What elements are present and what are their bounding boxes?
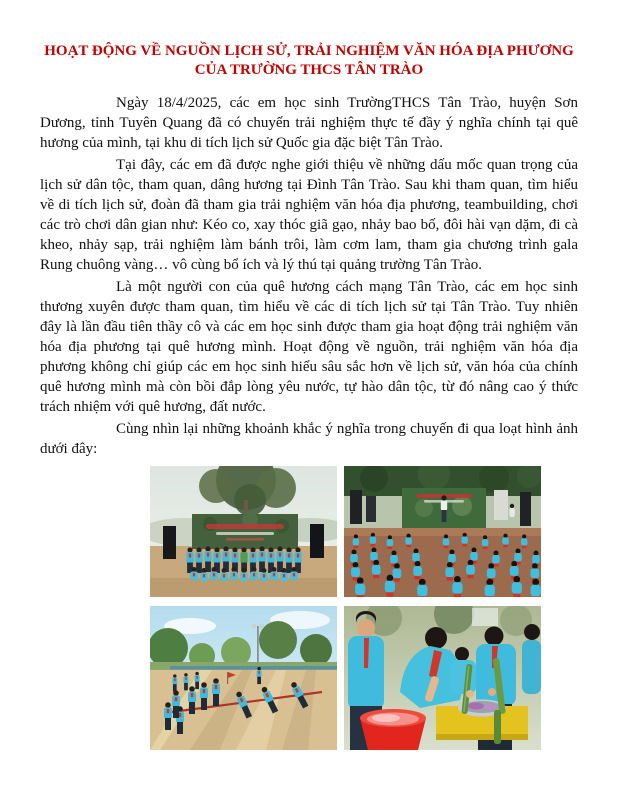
paragraph-photos-lead: Cùng nhìn lại những khoảnh khắc ý nghĩa trong chuyến đi qua loạt hình ảnh dưới đây:	[40, 421, 578, 457]
photo-grid	[150, 466, 541, 750]
photo-group-stage	[150, 466, 337, 597]
paragraph-intro: Ngày 18/4/2025, các em học sinh TrườngTHCS Tân Trào, huyện Sơn Dương, tỉnh Tuyên Quang đã có chuyến trải nghiệm thực tế đầy ý nghĩa chính tại quê hương của mình, tại khu di tích lịch sử Quốc gia đặc biệt Tân Trào.	[40, 95, 578, 151]
photo-group-stage-graphic	[150, 466, 337, 597]
photo-tug-of-war	[150, 606, 337, 750]
article-body	[40, 93, 578, 459]
photo-audience-stage-graphic	[344, 466, 541, 597]
article-title: HOẠT ĐỘNG VỀ NGUỒN LỊCH SỬ, TRẢI NGHIỆM VĂN HÓA ĐỊA PHƯƠNG CỦA TRƯỜNG THCS TÂN TRÀO	[44, 43, 574, 78]
paragraph-meaning: Là một người con của quê hương cách mạng Tân Trào, các em học sinh thương xuyên được tham quan, tìm hiểu về các di tích lịch sử tại Tân Trào. Tuy nhiên đây là lần đầu tiên thầy cô và các em học sinh được tham gia hoạt động trải nghiệm văn hóa địa phương tại quê hương mình. Hoạt động về nguồn, trải nghiệm văn hóa địa phương không chỉ giúp các em học sinh hiểu sâu sắc hơn về lịch sử, văn hóa của chính quê hương mình mà còn bồi đắp lòng yêu nước, tự hào dân tộc, từ đó nâng cao ý thức trách nhiệm với quê hương, đất nước.	[40, 279, 578, 415]
photo-tug-of-war-graphic	[150, 606, 337, 750]
document-content	[40, 42, 578, 750]
paragraph-activities: Tại đây, các em đã được nghe giới thiệu về những dấu mốc quan trọng của lịch sử dân tộc, tham quan, dâng hương tại Đình Tân Trào. Sau khi tham quan, tìm hiểu về di tích lịch sử, đoàn đã tham gia trải nghiệm văn hóa địa phương, teambuilding, chơi các trò chơi dân gian như: Kéo co, xay thóc giã gạo, nhảy bao bố, đôi hài vạn dặm, đi cà kheo, nhảy sạp, trải nghiệm làm bánh trôi, làm cơm lam, tham gia chương trình gala Rung chuông vàng… vô cùng bổ ích và lý thú tại quảng trường Tân Trào.	[40, 157, 578, 273]
photo-bamboo-com-lam-graphic	[344, 606, 541, 750]
photo-bamboo-com-lam	[344, 606, 541, 750]
photo-audience-stage	[344, 466, 541, 597]
